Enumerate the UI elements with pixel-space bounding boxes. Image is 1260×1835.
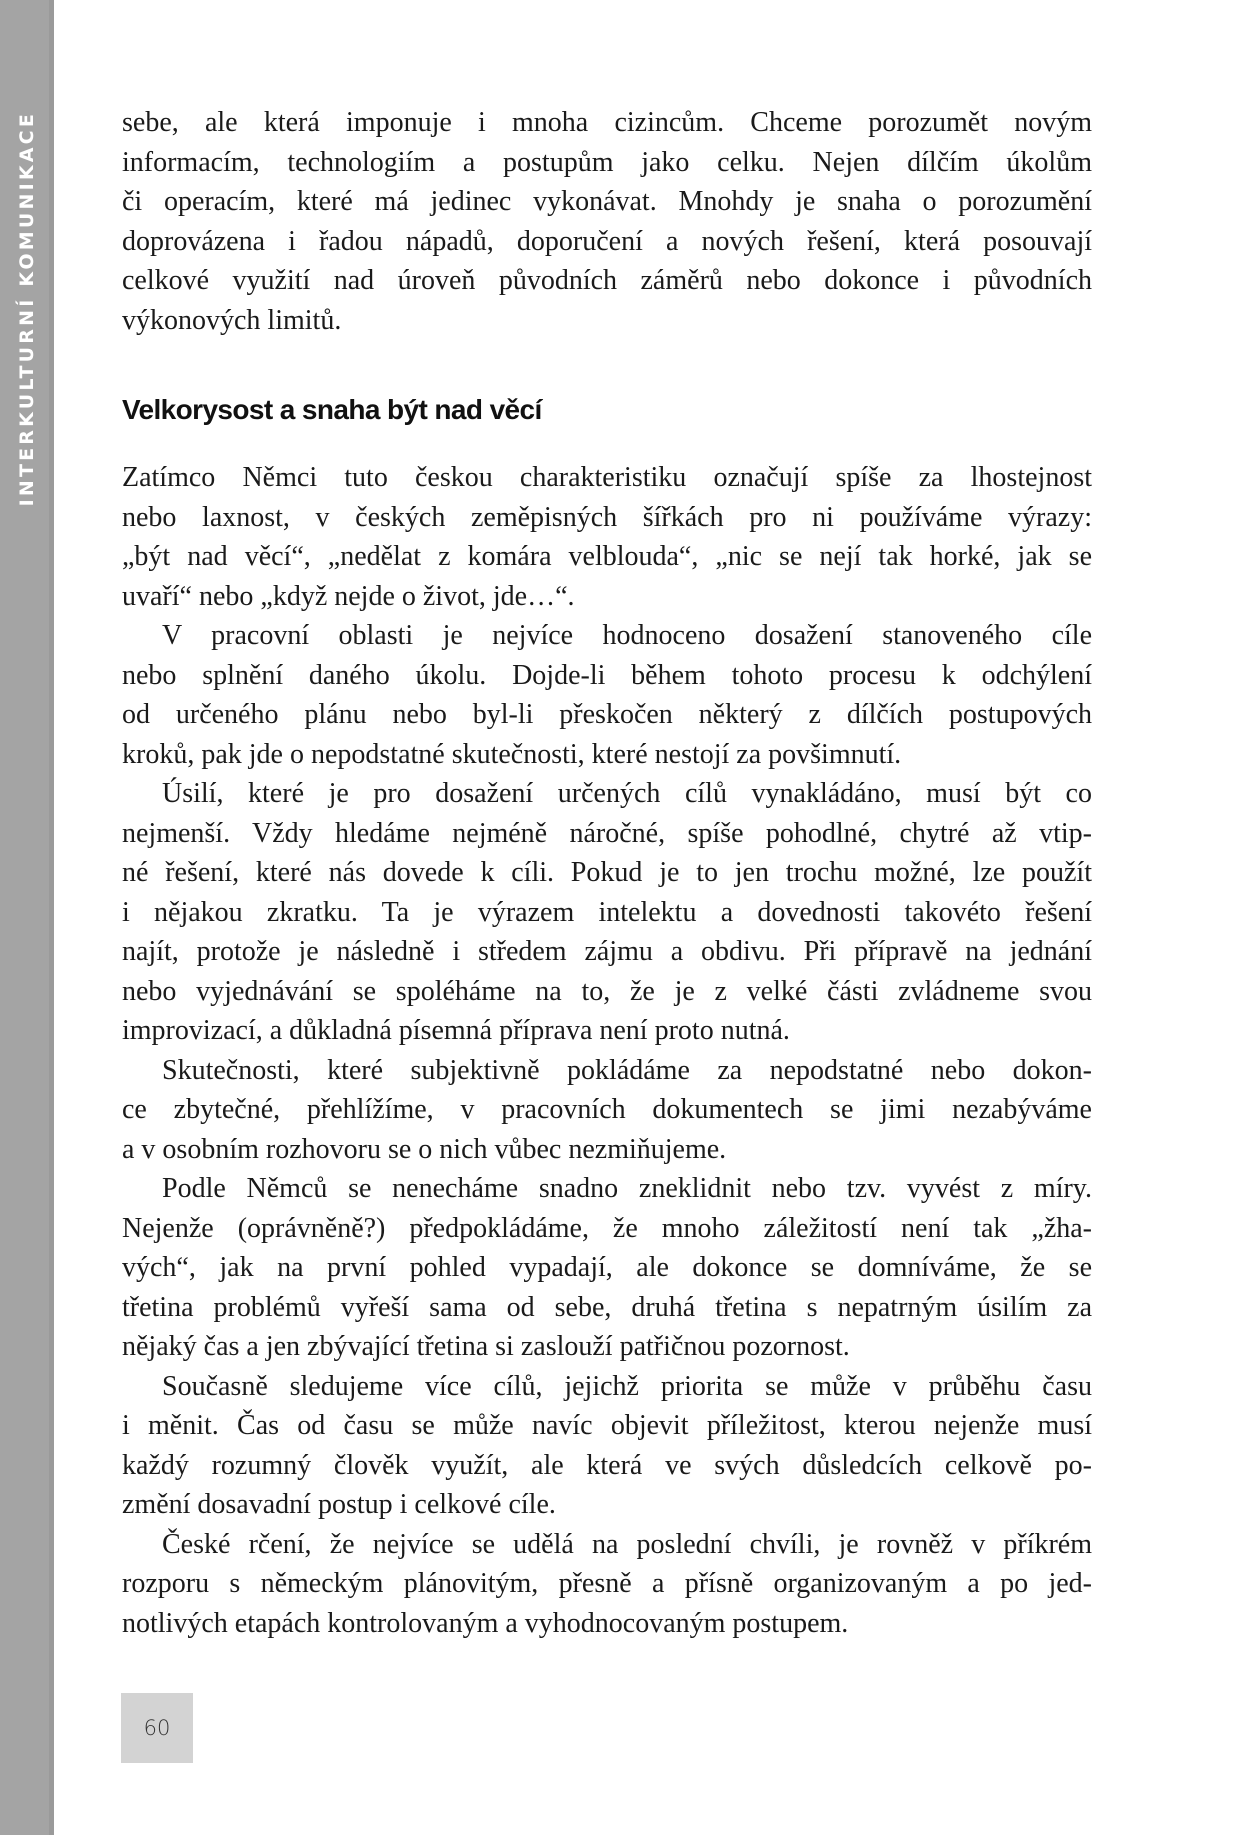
text-line: uvaří“ nebo „když nejde o život, jde…“.: [122, 580, 575, 612]
text-line: každý rozumný člověk využít, ale která ve svých důsledcích celkově po-: [122, 1449, 1092, 1481]
text-line: Úsilí, které je pro dosažení určených cílů vynakládáno, musí být co: [162, 778, 1092, 809]
text-line: nebo vyjednávání se spoléháme na to, že je z velké části zvládneme svou: [122, 975, 1092, 1007]
page-number-box: [121, 1693, 193, 1763]
text-line: né řešení, které nás dovede k cíli. Pokud je to jen trochu možné, lze použít: [122, 857, 1092, 888]
paragraph: [122, 1525, 1092, 1644]
text-line: výkonových limitů.: [122, 304, 342, 336]
text-line: Podle Němců se nenecháme snadno zneklidnit nebo tzv. vyvést z míry.: [162, 1173, 1092, 1204]
text-line: nebo splnění daného úkolu. Dojde-li během tohoto procesu k odchýlení: [122, 659, 1092, 691]
page-body: [122, 103, 1092, 1643]
section-paragraphs: [122, 458, 1092, 1643]
chapter-title-vertical: INTERKULTURNÍ KOMUNIKACE: [16, 110, 38, 507]
text-line: Současně sledujeme více cílů, jejichž priorita se může v průběhu času: [162, 1370, 1092, 1402]
text-line: nejmenší. Vždy hledáme nejméně náročné, spíše pohodlné, chytré až vtip-: [122, 817, 1092, 849]
text-line: doprovázena i řadou nápadů, doporučení a nových řešení, která posouvají: [122, 225, 1092, 257]
text-line: V pracovní oblasti je nejvíce hodnoceno dosažení stanoveného cíle: [162, 620, 1092, 651]
text-line: improvizací, a důkladná písemná příprava není proto nutná.: [122, 1015, 790, 1046]
text-line: „být nad věcí“, „nedělat z komára velblouda“, „nic se nejí tak horké, jak se: [122, 541, 1092, 572]
text-line: rozporu s německým plánovitým, přesně a přísně organizovaným a po jed-: [122, 1568, 1092, 1599]
text-line: celkové využití nad úroveň původních záměrů nebo dokonce i původních: [122, 265, 1092, 296]
text-line: Skutečnosti, které subjektivně pokládáme za nepodstatné nebo dokon-: [162, 1054, 1092, 1086]
text-line: sebe, ale která imponuje i mnoha cizincům. Chceme porozumět novým: [122, 107, 1092, 138]
paragraph: [122, 1169, 1092, 1367]
text-line: nebo laxnost, v českých zeměpisných šířkách pro ni používáme výrazy:: [122, 501, 1092, 533]
chapter-sidebar-label-wrap: [0, 106, 54, 511]
text-line: vých“, jak na první pohled vypadají, ale dokonce se domníváme, že se: [122, 1252, 1092, 1283]
text-line: ce zbytečné, přehlížíme, v pracovních dokumentech se jimi nezabýváme: [122, 1094, 1092, 1125]
text-line: Zatímco Němci tuto českou charakteristiku označují spíše za lhostejnost: [122, 462, 1092, 493]
intro-paragraph: [122, 103, 1092, 340]
text-line: najít, protože je následně i středem zájmu a obdivu. Při přípravě na jednání: [122, 936, 1092, 967]
paragraph: [122, 1367, 1092, 1525]
text-line: a v osobním rozhovoru se o nich vůbec nezmiňujeme.: [122, 1133, 727, 1165]
text-line: Nejenže (oprávněně?) předpokládáme, že mnoho záležitostí není tak „žha-: [122, 1212, 1092, 1244]
text-line: České rčení, že nejvíce se udělá na poslední chvíli, je rovněž v příkrém: [162, 1528, 1092, 1560]
text-line: změní dosavadní postup i celkové cíle.: [122, 1489, 556, 1520]
text-line: kroků, pak jde o nepodstatné skutečnosti, které nestojí za povšimnutí.: [122, 738, 902, 770]
section-heading: Velkorysost a snaha být nad věcí: [122, 394, 542, 425]
text-line: či operacím, které má jedinec vykonávat. Mnohdy je snaha o porozumění: [122, 186, 1092, 217]
paragraph: [122, 1051, 1092, 1170]
text-line: od určeného plánu nebo byl-li přeskočen některý z dílčích postupových: [122, 699, 1092, 730]
text-line: nějaký čas a jen zbývající třetina si zaslouží patřičnou pozornost.: [122, 1331, 850, 1362]
text-line: i nějakou zkratku. Ta je výrazem intelektu a dovednosti takovéto řešení: [122, 896, 1092, 928]
paragraph: [122, 774, 1092, 1051]
text-line: notlivých etapách kontrolovaným a vyhodnocovaným postupem.: [122, 1607, 849, 1639]
text-line: třetina problémů vyřeší sama od sebe, druhá třetina s nepatrným úsilím za: [122, 1291, 1092, 1323]
paragraph: [122, 616, 1092, 774]
text-line: informacím, technologiím a postupům jako celku. Nejen dílčím úkolům: [122, 146, 1092, 178]
page-number: 60: [143, 1716, 171, 1740]
paragraph: [122, 458, 1092, 616]
text-line: i měnit. Čas od času se může navíc objevit příležitost, kterou nejenže musí: [122, 1410, 1092, 1441]
